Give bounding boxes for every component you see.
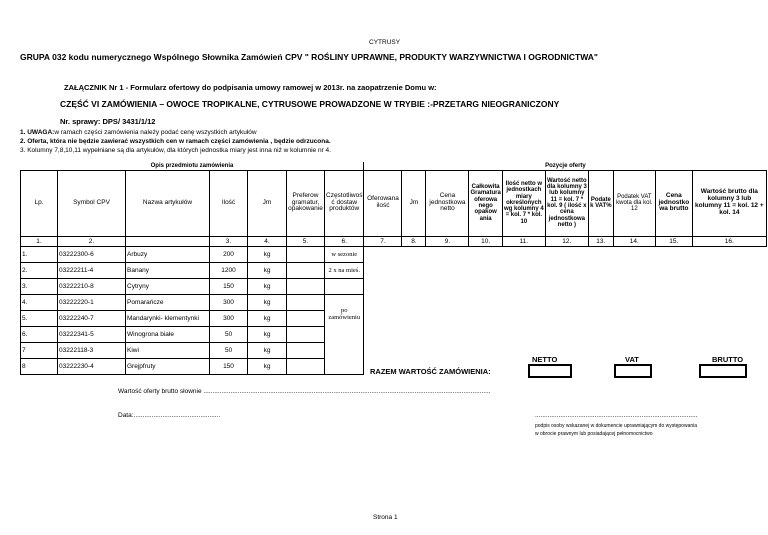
row-preferred-grammage[interactable] xyxy=(287,246,325,262)
row-lp: 1. xyxy=(21,246,58,262)
offer-cell[interactable] xyxy=(655,246,692,262)
col-number: 2. xyxy=(58,236,126,246)
row-unit: kg xyxy=(248,262,287,278)
offer-cell[interactable] xyxy=(426,342,469,358)
row-preferred-grammage[interactable] xyxy=(287,342,325,358)
row-name: Cytryny xyxy=(126,278,210,294)
header-category: CYTRUSY xyxy=(369,39,401,46)
offer-cell[interactable] xyxy=(426,262,469,278)
header-net-unit-price: Cena jednostkowa netto xyxy=(426,170,469,236)
offer-cell[interactable] xyxy=(364,342,402,358)
offer-cell[interactable] xyxy=(692,246,766,262)
offer-cell[interactable] xyxy=(469,294,502,310)
offer-cell[interactable] xyxy=(655,294,692,310)
signature-caption-1: podpis osoby wskazanej w dokumencie uprawniającym do występowania xyxy=(535,423,698,429)
offer-table xyxy=(20,162,767,375)
signature-field[interactable]: .......................................................................................... xyxy=(535,412,698,419)
offer-cell[interactable] xyxy=(469,310,502,326)
offer-cell[interactable] xyxy=(364,294,402,310)
row-qty: 300 xyxy=(210,310,248,326)
offer-cell[interactable] xyxy=(364,262,402,278)
row-preferred-grammage[interactable] xyxy=(287,326,325,342)
table-row xyxy=(21,342,767,358)
offer-cell[interactable] xyxy=(502,310,545,326)
offer-cell[interactable] xyxy=(588,294,613,310)
row-unit: kg xyxy=(248,358,287,374)
row-lp: 2. xyxy=(21,262,58,278)
offer-cell[interactable] xyxy=(588,310,613,326)
offer-cell[interactable] xyxy=(588,326,613,342)
offer-cell[interactable] xyxy=(692,326,766,342)
row-preferred-grammage[interactable] xyxy=(287,294,325,310)
offer-cell[interactable] xyxy=(613,278,655,294)
offer-cell[interactable] xyxy=(655,358,692,374)
offer-cell[interactable] xyxy=(502,278,545,294)
table-row xyxy=(21,326,767,342)
order-part: CZĘŚĆ VI ZAMÓWIENIA – OWOCE TROPIKALNE, CYTRUSOWE PROWADZONE W TRYBIE :-PRZETARG NIEOGRANICZONY xyxy=(60,99,560,109)
case-number: Nr. sprawy: DPS/ 3431/1/12 xyxy=(60,117,156,126)
offer-cell[interactable] xyxy=(655,310,692,326)
offer-cell[interactable] xyxy=(426,326,469,342)
row-cpv: 03222341-5 xyxy=(58,326,126,342)
row-unit: kg xyxy=(248,278,287,294)
row-cpv: 03222240-7 xyxy=(58,310,126,326)
offer-cell[interactable] xyxy=(588,278,613,294)
table-row xyxy=(21,294,767,310)
offer-cell[interactable] xyxy=(588,262,613,278)
header-lp: Lp. xyxy=(21,170,58,236)
col-number xyxy=(126,236,210,246)
offer-cell[interactable] xyxy=(402,278,426,294)
offer-cell[interactable] xyxy=(469,262,502,278)
row-name: Banany xyxy=(126,262,210,278)
offer-cell[interactable] xyxy=(469,326,502,342)
note-3: 3. Kolumny 7,8,10,11 wypełniane są dla artykułów, dla których jednostka miary jest inna niż w kolumnie nr 4. xyxy=(20,147,331,154)
offer-cell[interactable] xyxy=(613,310,655,326)
row-qty: 200 xyxy=(210,246,248,262)
offer-cell[interactable] xyxy=(364,310,402,326)
offer-cell[interactable] xyxy=(545,246,588,262)
offer-cell[interactable] xyxy=(588,358,613,374)
summary-brutto-label: BRUTTO xyxy=(712,355,744,364)
offer-cell[interactable] xyxy=(364,278,402,294)
row-cpv: 03222220-1 xyxy=(58,294,126,310)
note-2: 2. Oferta, która nie będzie zawierać wszystkich cen w ramach części zamówienia , będzie odrzucona. xyxy=(20,138,331,145)
row-name: Arbuzy xyxy=(126,246,210,262)
row-name: Winogrona białe xyxy=(126,326,210,342)
attachment-line: ZAŁĄCZNIK Nr 1 - Formularz ofertowy do podpisania umowy ramowej w 2013r. na zaopatrzenie Domu w: xyxy=(64,83,437,92)
row-name: Kiwi xyxy=(126,342,210,358)
row-unit: kg xyxy=(248,246,287,262)
table-row xyxy=(21,278,767,294)
offer-cell[interactable] xyxy=(545,326,588,342)
row-frequency-empty xyxy=(325,278,364,294)
document-title: GRUPA 032 kodu numerycznego Wspólnego Słownika Zamówień CPV " ROŚLINY UPRAWNE, PRODUKTY WARZYWNICTWA I OGRODNICTWA" xyxy=(20,52,598,62)
offer-cell[interactable] xyxy=(469,342,502,358)
offer-cell[interactable] xyxy=(613,326,655,342)
table-row xyxy=(21,246,767,262)
row-lp: 5. xyxy=(21,310,58,326)
header-name: Nazwa artykułów xyxy=(126,170,210,236)
offer-cell[interactable] xyxy=(469,278,502,294)
offer-cell[interactable] xyxy=(502,326,545,342)
row-qty: 50 xyxy=(210,326,248,342)
header-preferred-grammage: Preferow gramatur, opakowanie xyxy=(287,170,325,236)
note-1-text: w ramach części zamówienia należy podać cenę wszystkich artykułów xyxy=(54,129,257,136)
offer-cell[interactable] xyxy=(692,310,766,326)
header-gross-unit-price: Cena jednostko wa brutto xyxy=(655,170,692,236)
offer-cell[interactable] xyxy=(613,246,655,262)
group-description: Opis przedmiotu zamówienia xyxy=(21,162,364,170)
row-qty: 150 xyxy=(210,358,248,374)
row-name: Pomarańcze xyxy=(126,294,210,310)
row-lp: 6. xyxy=(21,326,58,342)
row-unit: kg xyxy=(248,342,287,358)
summary-label: RAZEM WARTOŚĆ ZAMÓWIENIA: xyxy=(370,367,491,376)
col-number: 6. xyxy=(325,236,364,246)
header-total-grammage: Całkowita Gramatura oferowa nego opakow ania xyxy=(469,170,502,236)
offer-cell[interactable] xyxy=(692,262,766,278)
summary-vat-box[interactable] xyxy=(614,364,652,378)
offer-cell[interactable] xyxy=(426,310,469,326)
col-number: 4. xyxy=(248,236,287,246)
row-name: Grejpfruty xyxy=(126,358,210,374)
page-number: Strona 1 xyxy=(373,514,398,521)
header-unit: Jm xyxy=(248,170,287,236)
offer-cell[interactable] xyxy=(545,294,588,310)
offer-cell[interactable] xyxy=(545,310,588,326)
col-number: 9. xyxy=(426,236,469,246)
header-delivery-frequency: Częstotliwoś ć dostaw produktów xyxy=(325,170,364,236)
row-unit: kg xyxy=(248,310,287,326)
offer-cell[interactable] xyxy=(426,278,469,294)
row-name: Mandarynki- klementynki xyxy=(126,310,210,326)
col-number: 15. xyxy=(655,236,692,246)
col-number: 1. xyxy=(21,236,58,246)
header-offered-unit: Jm xyxy=(402,170,426,236)
note-1 xyxy=(20,129,257,136)
offer-cell[interactable] xyxy=(402,294,426,310)
offer-cell[interactable] xyxy=(364,326,402,342)
row-frequency-on-order: po zamówieniu xyxy=(325,294,364,374)
note-1-label: 1. UWAGA: xyxy=(20,129,55,136)
gross-value-in-words[interactable]: Wartość oferty brutto słownie ............................................................................................................................................................... xyxy=(118,388,491,395)
col-number: 7. xyxy=(364,236,402,246)
row-cpv: 03222210-8 xyxy=(58,278,126,294)
offer-cell[interactable] xyxy=(402,310,426,326)
row-cpv: 03222211-4 xyxy=(58,262,126,278)
offer-cell[interactable] xyxy=(545,278,588,294)
offer-cell[interactable] xyxy=(502,246,545,262)
offer-cell[interactable] xyxy=(402,262,426,278)
offer-cell[interactable] xyxy=(692,294,766,310)
signature-caption-2: w obrocie prawnym lub posiadającej pełnomocnictwo xyxy=(535,431,653,437)
row-unit: kg xyxy=(248,326,287,342)
date-field[interactable]: Data:................................................ xyxy=(118,412,221,419)
row-cpv: 03222230-4 xyxy=(58,358,126,374)
header-net-value: Wartość netto dla kolumny 3 lub kolumny 11 = kol. 7 * kol. 9 ( ilość x cena jednostkowa netto ) xyxy=(545,170,588,236)
offer-cell[interactable] xyxy=(469,246,502,262)
header-vat-rate: Podate k VAT% xyxy=(588,170,613,236)
row-frequency-season: w sezonie xyxy=(325,246,364,262)
offer-cell[interactable] xyxy=(613,262,655,278)
row-cpv: 03222300-6 xyxy=(58,246,126,262)
col-number: 14. xyxy=(613,236,655,246)
row-preferred-grammage[interactable] xyxy=(287,310,325,326)
summary-netto-box[interactable] xyxy=(528,364,572,378)
offer-cell[interactable] xyxy=(545,262,588,278)
col-number: 12. xyxy=(545,236,588,246)
table-row xyxy=(21,310,767,326)
offer-cell[interactable] xyxy=(502,294,545,310)
header-qty: Ilość xyxy=(210,170,248,236)
col-number: 3. xyxy=(210,236,248,246)
col-number: 11. xyxy=(502,236,545,246)
header-cpv: Symbol CPV xyxy=(58,170,126,236)
row-frequency-twice: 2 x na mieś. xyxy=(325,262,364,278)
offer-cell[interactable] xyxy=(588,342,613,358)
offer-cell[interactable] xyxy=(655,262,692,278)
header-vat-amount: Podatek VAT kwota dla kol. 12 xyxy=(613,170,655,236)
row-qty: 300 xyxy=(210,294,248,310)
row-unit: kg xyxy=(248,294,287,310)
summary-netto-label: NETTO xyxy=(532,355,558,364)
row-lp: 3. xyxy=(21,278,58,294)
col-number: 10. xyxy=(469,236,502,246)
offer-cell[interactable] xyxy=(692,278,766,294)
offer-cell[interactable] xyxy=(364,246,402,262)
header-net-qty: Ilość netto w jednostkach miary określonych wg kolumny 4 = kol. 7 * kol. 10 xyxy=(502,170,545,236)
offer-cell[interactable] xyxy=(426,246,469,262)
col-number: 16. xyxy=(692,236,766,246)
offer-cell[interactable] xyxy=(588,246,613,262)
offer-cell[interactable] xyxy=(613,294,655,310)
column-numbers-row xyxy=(21,236,767,246)
summary-vat-label: VAT xyxy=(625,355,639,364)
table-row xyxy=(21,262,767,278)
col-number: 13. xyxy=(588,236,613,246)
summary-brutto-box[interactable] xyxy=(699,364,747,378)
row-qty: 150 xyxy=(210,278,248,294)
offer-cell[interactable] xyxy=(402,326,426,342)
row-qty: 50 xyxy=(210,342,248,358)
row-preferred-grammage[interactable] xyxy=(287,262,325,278)
col-number: 5. xyxy=(287,236,325,246)
row-lp: 4. xyxy=(21,294,58,310)
offer-cell[interactable] xyxy=(426,294,469,310)
col-number: 8. xyxy=(402,236,426,246)
header-gross-value: Wartość brutto dla kolumny 3 lub kolumny 11 = kol. 12 + kol. 14 xyxy=(692,170,766,236)
row-cpv: 03222118-3 xyxy=(58,342,126,358)
offer-cell[interactable] xyxy=(655,278,692,294)
row-lp: 8 xyxy=(21,358,58,374)
offer-cell[interactable] xyxy=(402,246,426,262)
row-preferred-grammage[interactable] xyxy=(287,278,325,294)
row-preferred-grammage[interactable] xyxy=(287,358,325,374)
group-offer: Pozycje oferty xyxy=(364,162,766,170)
row-qty: 1200 xyxy=(210,262,248,278)
offer-cell[interactable] xyxy=(502,262,545,278)
offer-cell[interactable] xyxy=(655,342,692,358)
header-offered-qty: Oferowana ilość xyxy=(364,170,402,236)
offer-cell[interactable] xyxy=(402,342,426,358)
row-lp: 7 xyxy=(21,342,58,358)
offer-cell[interactable] xyxy=(655,326,692,342)
